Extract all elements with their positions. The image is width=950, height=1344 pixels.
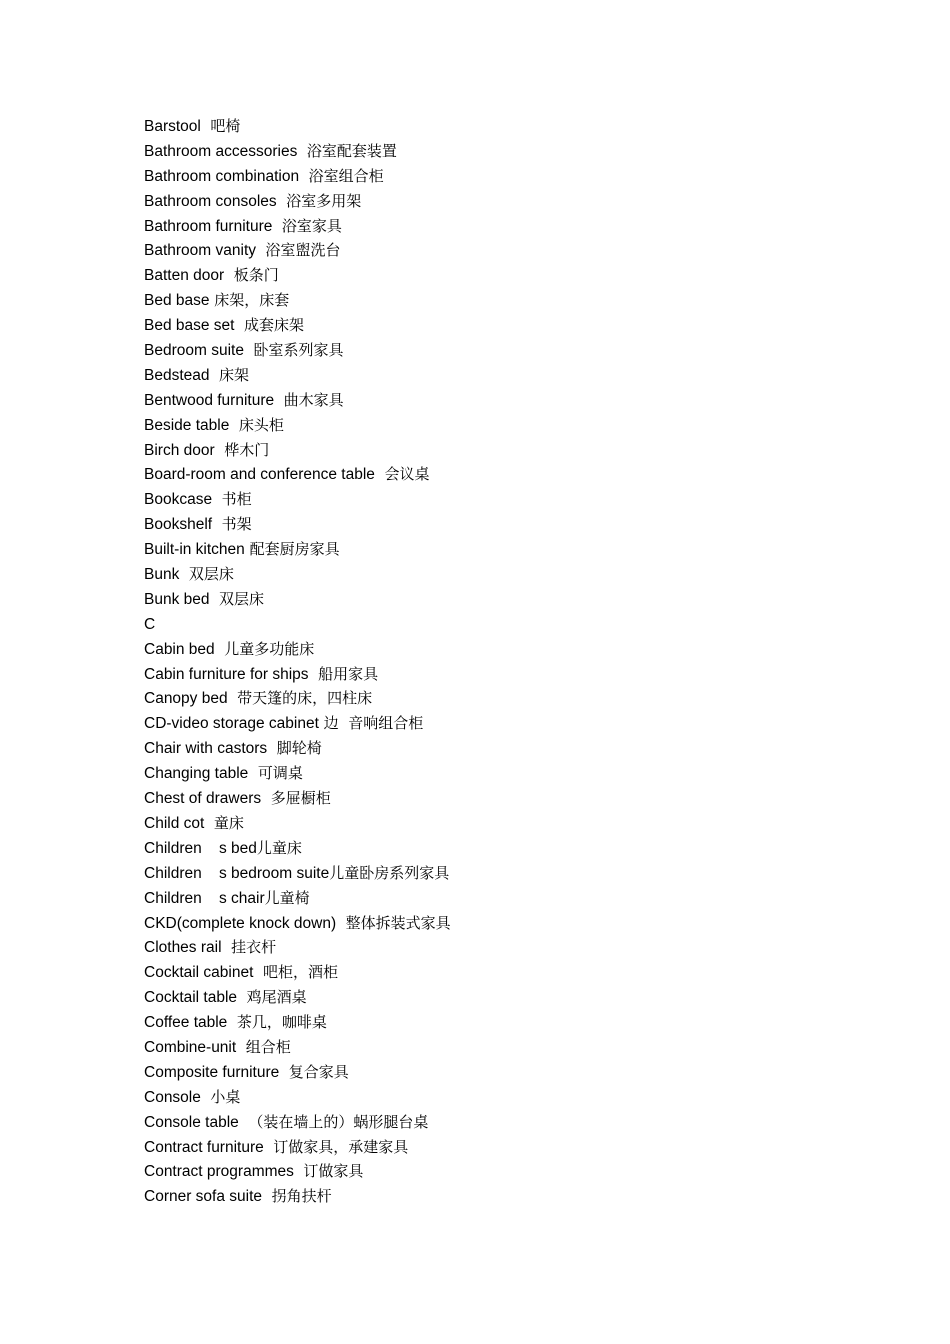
entry-translation: 浴室配套装置 xyxy=(297,141,397,160)
glossary-entry xyxy=(144,238,451,263)
entry-translation: 儿童卧房系列家具 xyxy=(329,863,450,882)
entry-term: Bathroom accessories xyxy=(144,142,298,160)
glossary-entry xyxy=(144,886,451,911)
entry-translation: 浴室多用架 xyxy=(276,191,362,210)
entry-term: Contract furniture xyxy=(144,1138,264,1156)
entry-translation: 挂衣杆 xyxy=(221,938,277,957)
glossary-entry xyxy=(144,114,451,139)
glossary-entry xyxy=(144,537,451,562)
entry-translation: 小桌 xyxy=(200,1087,241,1106)
entry-translation: 床架 xyxy=(209,365,250,384)
entry-term: Chest of drawers xyxy=(144,790,262,808)
entry-term: Combine-unit xyxy=(144,1038,237,1056)
entry-term: Children s bedroom suite xyxy=(144,864,330,882)
glossary-entry xyxy=(144,612,451,637)
glossary-entry xyxy=(144,487,451,512)
entry-translation: 可调桌 xyxy=(248,764,303,783)
glossary-entry xyxy=(144,985,451,1010)
entry-term: Birch door xyxy=(144,441,215,459)
entry-term: Bentwood furniture xyxy=(144,391,275,409)
entry-translation: 复合家具 xyxy=(279,1062,349,1081)
entry-term: Changing table xyxy=(144,765,249,783)
entry-translation: 桦木门 xyxy=(214,440,270,459)
entry-term: Chair with castors xyxy=(144,740,268,758)
glossary-entry xyxy=(144,711,451,736)
entry-translation: 组合柜 xyxy=(236,1037,291,1056)
entry-translation: 双层床 xyxy=(209,589,265,608)
entry-translation: 床架，床套 xyxy=(209,291,290,310)
entry-term: Clothes rail xyxy=(144,939,222,957)
entry-translation: 双层床 xyxy=(179,565,234,584)
glossary-entry xyxy=(144,1159,451,1184)
entry-translation: 曲木家具 xyxy=(274,390,344,409)
glossary-entry xyxy=(144,388,451,413)
glossary-entry xyxy=(144,189,451,214)
glossary-entry xyxy=(144,438,451,463)
entry-translation: 鸡尾酒桌 xyxy=(237,988,307,1007)
glossary-entry xyxy=(144,861,451,886)
glossary-list xyxy=(144,114,451,1209)
glossary-entry xyxy=(144,363,451,388)
entry-term: Bathroom consoles xyxy=(144,192,277,210)
entry-term: Bookshelf xyxy=(144,516,213,534)
entry-translation: 儿童多功能床 xyxy=(214,639,315,658)
entry-translation: 整体拆装式家具 xyxy=(336,913,451,932)
glossary-entry xyxy=(144,686,451,711)
glossary-entry xyxy=(144,313,451,338)
glossary-entry xyxy=(144,462,451,487)
glossary-entry xyxy=(144,911,451,936)
glossary-entry xyxy=(144,736,451,761)
entry-translation: 配套厨房家具 xyxy=(244,540,340,559)
entry-term: Bunk bed xyxy=(144,590,210,608)
glossary-entry xyxy=(144,662,451,687)
entry-translation: 童床 xyxy=(204,813,244,832)
glossary-entry xyxy=(144,512,451,537)
entry-term: CKD(complete knock down) xyxy=(144,914,337,932)
glossary-entry xyxy=(144,1010,451,1035)
entry-term: Built-in kitchen xyxy=(144,541,245,559)
entry-translation: 吧柜，酒柜 xyxy=(253,963,338,982)
glossary-entry xyxy=(144,263,451,288)
glossary-entry xyxy=(144,1035,451,1060)
entry-translation: 茶几，咖啡桌 xyxy=(227,1013,327,1032)
glossary-entry xyxy=(144,587,451,612)
entry-term: Console table xyxy=(144,1113,239,1131)
entry-term: Bedstead xyxy=(144,366,210,384)
entry-translation: 儿童床 xyxy=(256,838,302,857)
glossary-entry xyxy=(144,139,451,164)
entry-term: Bookcase xyxy=(144,491,213,509)
entry-translation: 边 音响组合柜 xyxy=(318,714,424,733)
glossary-entry xyxy=(144,288,451,313)
entry-term: Bed base xyxy=(144,292,210,310)
entry-term: Beside table xyxy=(144,416,230,434)
entry-term: Barstool xyxy=(144,118,201,135)
entry-term: CD-video storage cabinet xyxy=(144,715,319,733)
entry-term: Bathroom furniture xyxy=(144,217,273,235)
glossary-entry xyxy=(144,960,451,985)
entry-translation: （装在墙上的）蜗形腿台桌 xyxy=(238,1112,429,1131)
entry-translation: 订做家具 xyxy=(293,1162,364,1181)
entry-term: Children s bed xyxy=(144,839,257,857)
entry-translation: 书柜 xyxy=(212,490,252,509)
entry-term: Canopy bed xyxy=(144,690,228,708)
glossary-entry xyxy=(144,1060,451,1085)
glossary-entry xyxy=(144,413,451,438)
glossary-entry xyxy=(144,637,451,662)
glossary-entry xyxy=(144,338,451,363)
entry-translation: 卧室系列家具 xyxy=(243,341,344,360)
entry-term: Cabin bed xyxy=(144,640,215,658)
glossary-entry xyxy=(144,811,451,836)
entry-term: Board-room and conference table xyxy=(144,466,375,484)
entry-term: Coffee table xyxy=(144,1014,228,1032)
entry-term: Cocktail table xyxy=(144,989,238,1007)
glossary-entry xyxy=(144,164,451,189)
entry-translation: 成套床架 xyxy=(234,316,305,335)
entry-term: Console xyxy=(144,1088,201,1106)
entry-term: Bathroom combination xyxy=(144,167,300,185)
entry-term: Contract programmes xyxy=(144,1163,294,1181)
entry-term: Bedroom suite xyxy=(144,342,244,360)
glossary-entry xyxy=(144,1085,451,1110)
entry-term: Child cot xyxy=(144,814,205,832)
entry-translation: 带天篷的床，四柱床 xyxy=(227,689,373,708)
entry-term: Bathroom vanity xyxy=(144,242,256,260)
entry-translation: 儿童椅 xyxy=(264,888,310,907)
glossary-entry xyxy=(144,935,451,960)
entry-term: Cabin furniture for ships xyxy=(144,665,309,683)
entry-term: Children s chair xyxy=(144,889,265,907)
entry-translation: 脚轮椅 xyxy=(267,739,322,758)
entry-translation: 会议桌 xyxy=(374,465,430,484)
entry-translation: 多屉橱柜 xyxy=(261,789,331,808)
entry-translation: 床头柜 xyxy=(229,415,284,434)
glossary-entry xyxy=(144,786,451,811)
entry-translation: 浴室家具 xyxy=(272,216,342,235)
entry-translation: 拐角扶杆 xyxy=(262,1187,332,1206)
entry-term: C xyxy=(144,615,156,633)
entry-term: Corner sofa suite xyxy=(144,1188,263,1206)
entry-translation: 浴室盥洗台 xyxy=(256,241,341,260)
glossary-entry xyxy=(144,214,451,239)
entry-term: Composite furniture xyxy=(144,1063,280,1081)
glossary-entry xyxy=(144,761,451,786)
entry-term: Bunk xyxy=(144,566,180,584)
entry-translation: 书架 xyxy=(212,515,252,534)
glossary-entry xyxy=(144,1135,451,1160)
entry-translation: 板条门 xyxy=(224,266,279,285)
glossary-entry xyxy=(144,1184,451,1209)
glossary-entry xyxy=(144,836,451,861)
entry-term: Batten door xyxy=(144,267,225,285)
entry-term: Bed base set xyxy=(144,317,235,335)
glossary-entry xyxy=(144,1110,451,1135)
entry-translation: 吧椅 xyxy=(200,117,241,135)
entry-translation: 浴室组合柜 xyxy=(299,166,384,185)
entry-translation: 订做家具，承建家具 xyxy=(263,1137,409,1156)
glossary-entry xyxy=(144,562,451,587)
entry-translation: 船用家具 xyxy=(308,664,379,683)
entry-term: Cocktail cabinet xyxy=(144,964,254,982)
